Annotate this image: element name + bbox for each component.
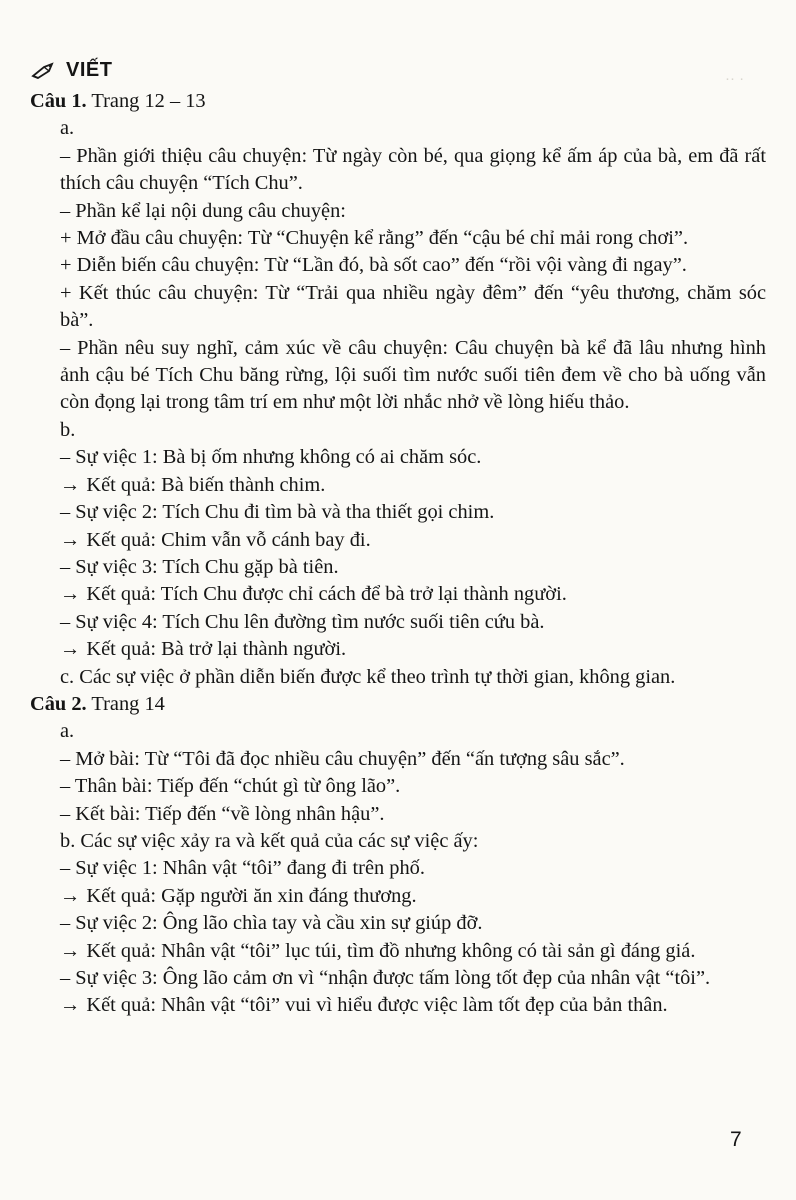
result-line: → Kết quả: Chim vẫn vỗ cánh bay đi. xyxy=(30,527,766,554)
pen-icon xyxy=(30,59,60,81)
result-line: → Kết quả: Gặp người ăn xin đáng thương. xyxy=(30,883,766,910)
list-item: – Kết bài: Tiếp đến “về lòng nhân hậu”. xyxy=(60,802,385,825)
event-line: – Sự việc 3: Ông lão cảm ơn vì “nhận được tấm lòng tốt đẹp của nhân vật “tôi”. xyxy=(60,967,711,989)
list-item-development: + Diễn biến câu chuyện: Từ “Lần đó, bà sốt cao” đến “rồi vội vàng đi ngay”. xyxy=(60,254,687,277)
paragraph-intro: – Phần giới thiệu câu chuyện: Từ ngày còn bé, qua giọng kể ấm áp của bà, em đã rất thích câu chuyện “Tích Chu”. xyxy=(60,144,766,195)
event-line: – Sự việc 1: Nhân vật “tôi” đang đi trên phố. xyxy=(60,857,425,880)
event-line: – Sự việc 3: Tích Chu gặp bà tiên. xyxy=(60,555,339,578)
section-heading xyxy=(30,52,766,88)
paragraph-retell-heading: – Phần kể lại nội dung câu chuyện: xyxy=(60,199,346,222)
arrow-icon: → xyxy=(60,884,81,907)
arrow-icon: → xyxy=(60,473,81,496)
question-page-ref: Trang 12 – 13 xyxy=(91,90,206,112)
list-item: – Mở bài: Từ “Tôi đã đọc nhiều câu chuyện” đến “ấn tượng sâu sắc”. xyxy=(60,747,625,770)
arrow-icon: → xyxy=(60,994,81,1017)
document-page xyxy=(30,52,766,1020)
list-item: – Thân bài: Tiếp đến “chút gì từ ông lão”. xyxy=(60,775,401,798)
arrow-icon: → xyxy=(60,583,81,606)
result-line: → Kết quả: Bà biến thành chim. xyxy=(30,472,766,499)
list-item-ending: + Kết thúc câu chuyện: Từ “Trải qua nhiều ngày đêm” đến “yêu thương, chăm sóc bà”. xyxy=(60,281,766,332)
question-page-ref: Trang 14 xyxy=(91,692,165,715)
question-2-heading xyxy=(30,691,766,718)
arrow-icon: → xyxy=(60,528,81,551)
result-line: → Kết quả: Nhân vật “tôi” vui vì hiểu được việc làm tốt đẹp của bản thân. xyxy=(30,992,766,1019)
event-line: – Sự việc 2: Ông lão chìa tay và cầu xin sự giúp đỡ. xyxy=(60,912,483,935)
question-1-heading xyxy=(30,88,766,115)
event-line: – Sự việc 2: Tích Chu đi tìm bà và tha thiết gọi chim. xyxy=(60,501,495,524)
result-line: → Kết quả: Nhân vật “tôi” lục túi, tìm đồ nhưng không có tài sản gì đáng giá. xyxy=(30,938,766,965)
list-item-opening: + Mở đầu câu chuyện: Từ “Chuyện kể rằng” đến “cậu bé chỉ mải rong chơi”. xyxy=(60,227,689,250)
part-marker: a. xyxy=(60,720,75,743)
section-title: VIẾT xyxy=(66,58,113,81)
part-marker: a. xyxy=(60,117,75,140)
event-line: – Sự việc 1: Bà bị ốm nhưng không có ai chăm sóc. xyxy=(60,446,482,469)
question-label: Câu 2. xyxy=(30,692,87,715)
arrow-icon: → xyxy=(60,638,81,661)
paragraph-part-b-intro: b. Các sự việc xảy ra và kết quả của các sự việc ấy: xyxy=(60,829,479,852)
part-marker: b. xyxy=(60,418,76,441)
paragraph-reflection: – Phần nêu suy nghĩ, cảm xúc về câu chuyện: Câu chuyện bà kể đã lâu nhưng hình ảnh cậu bé Tích Chu băng rừng, lội suối tìm nước suối tiên đem về cho bà uống vẫn còn đọng lại trong tâm trí em như một lời nhắc nhở về lòng hiếu thảo. xyxy=(60,336,766,414)
result-line: → Kết quả: Bà trở lại thành người. xyxy=(30,636,766,663)
paragraph-part-c: c. Các sự việc ở phần diễn biến được kể theo trình tự thời gian, không gian. xyxy=(60,665,676,688)
bleed-texture: ·· · xyxy=(725,70,745,87)
result-line: → Kết quả: Tích Chu được chỉ cách để bà trở lại thành người. xyxy=(30,581,766,608)
arrow-icon: → xyxy=(60,939,81,962)
question-label: Câu 1. xyxy=(30,90,87,112)
page-number: 7 xyxy=(730,1128,742,1151)
event-line: – Sự việc 4: Tích Chu lên đường tìm nước suối tiên cứu bà. xyxy=(60,610,545,633)
